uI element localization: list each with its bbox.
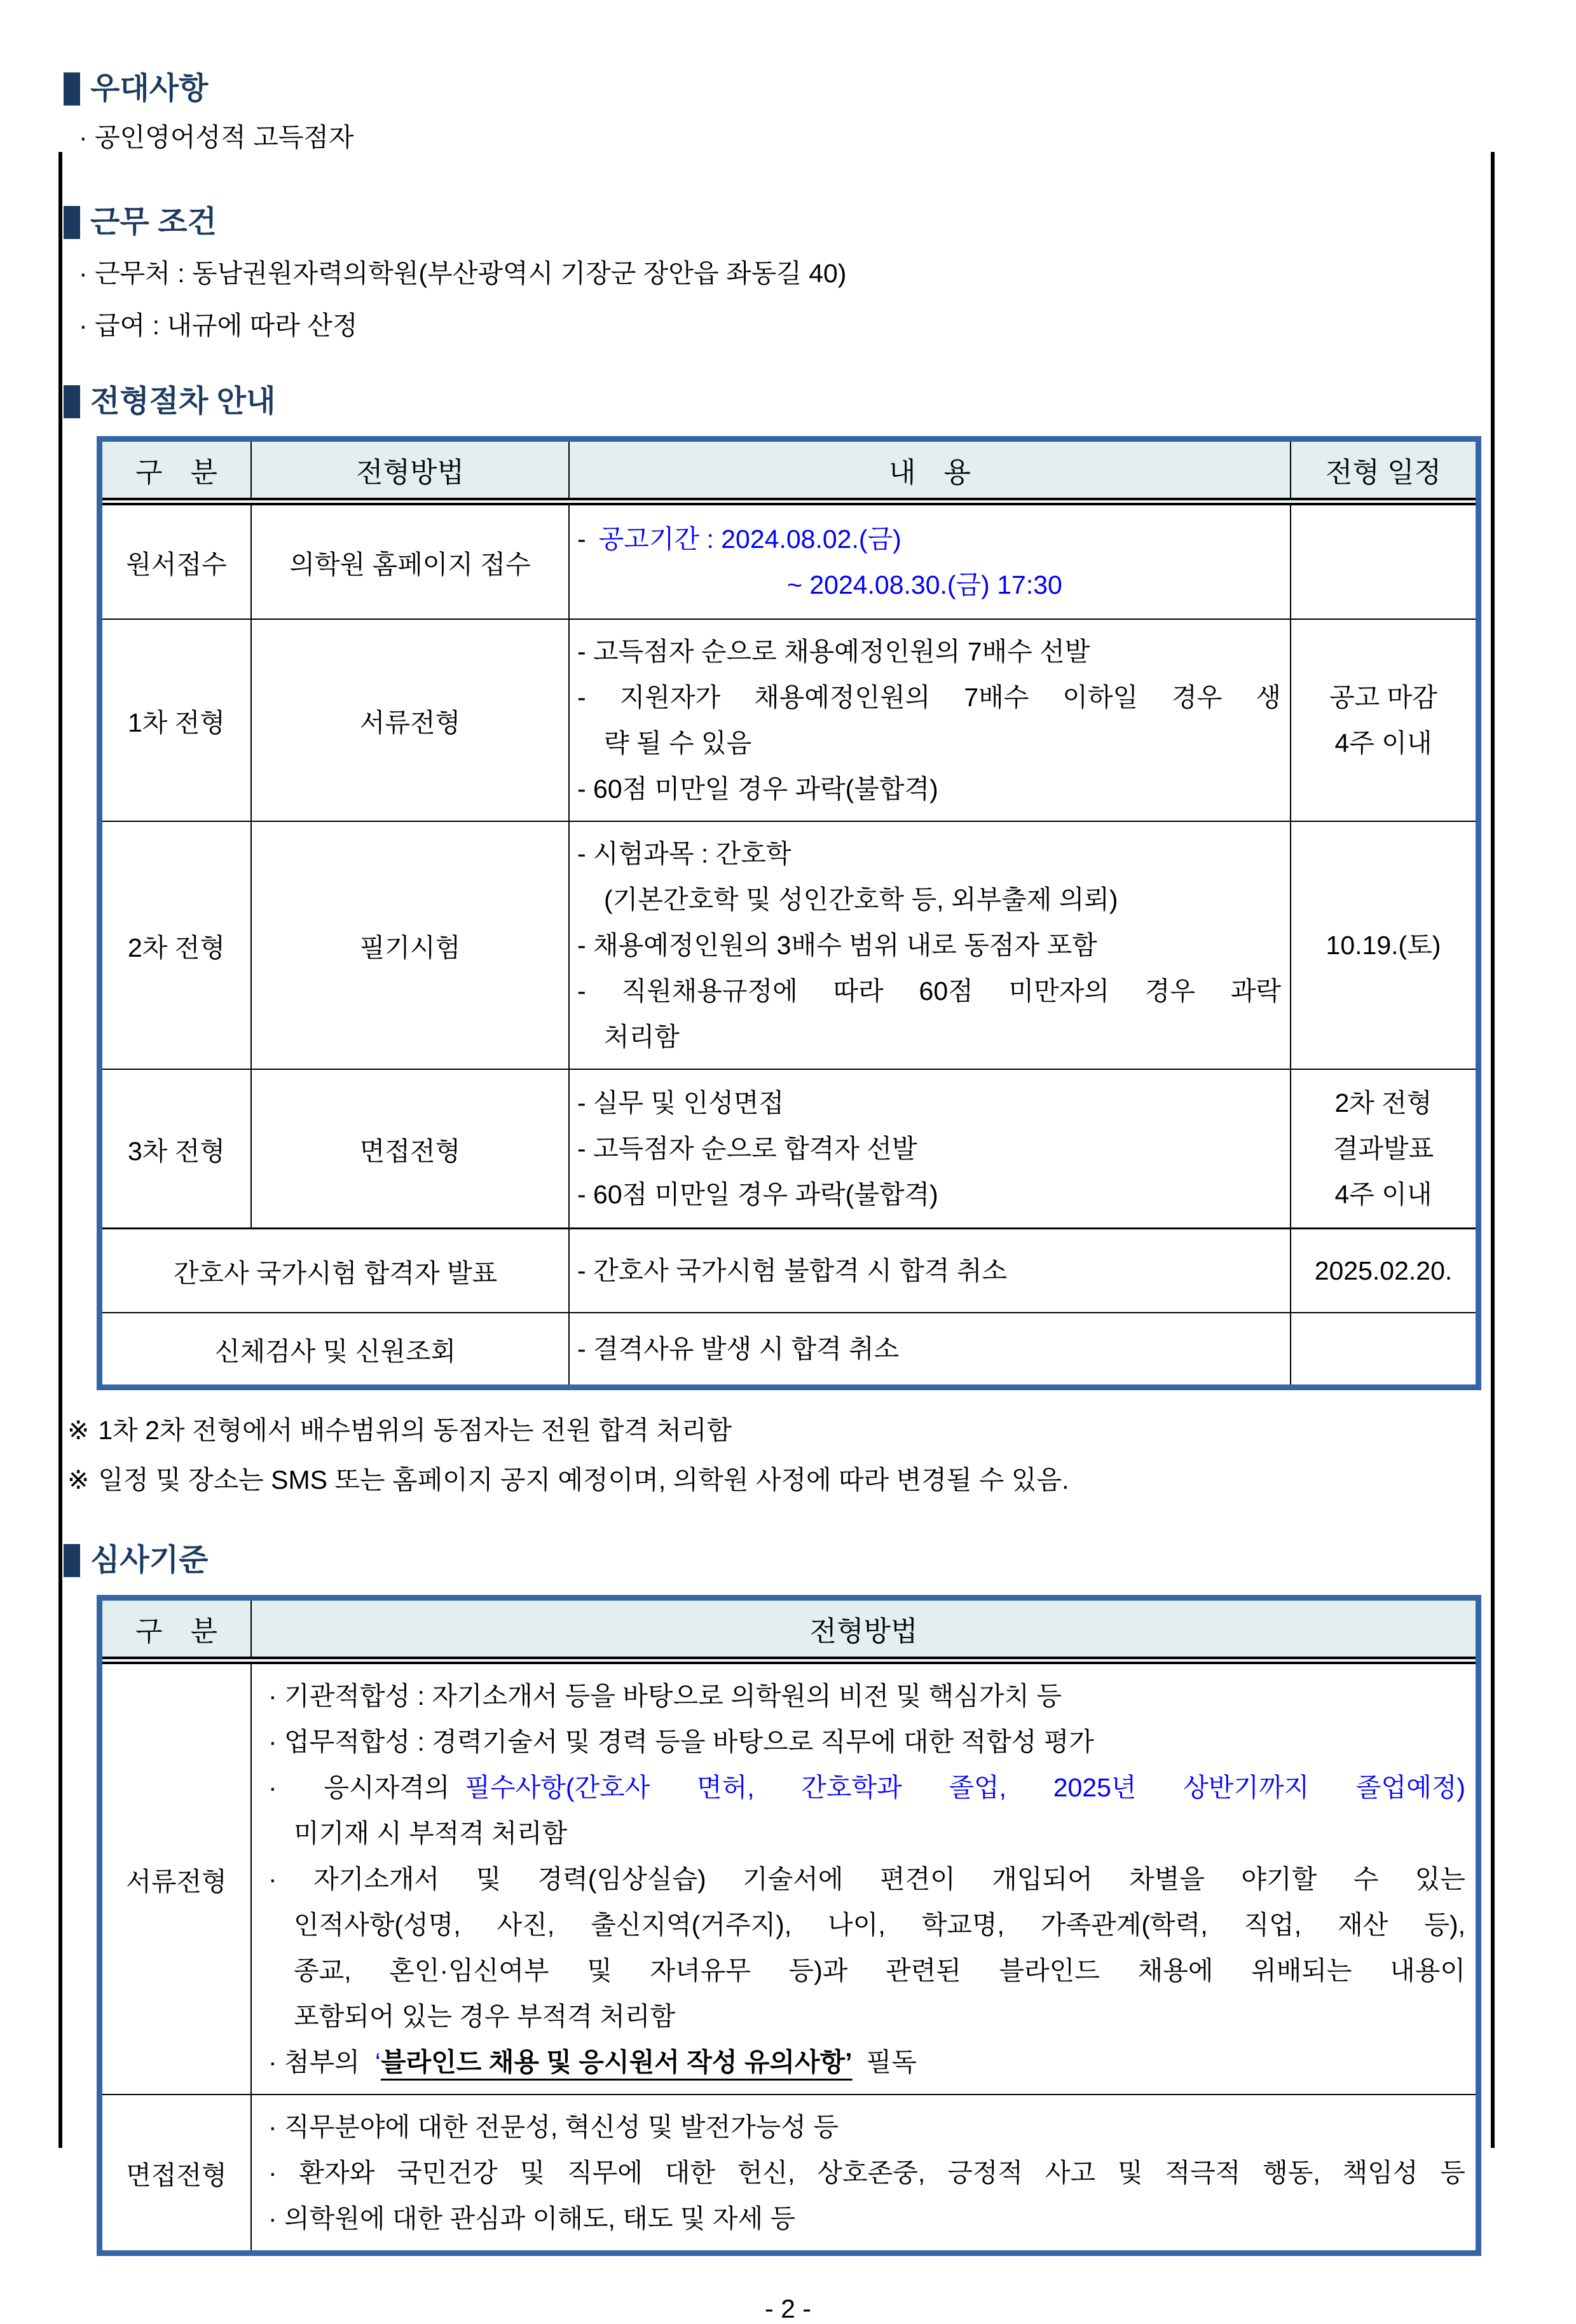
table-row-license-exam — [102, 1229, 1476, 1313]
content-line: (기본간호학 및 성인간호학 등, 외부출제 의뢰) — [604, 885, 1118, 914]
content-line: 인적사항(성명, 사진, 출신지역(거주지), 나이, 학교명, 가족관계(학력, 직업, 재산 등), — [294, 1910, 1465, 1939]
page-number: - 2 - — [765, 2294, 811, 2323]
content-line: - 시험과목 : 간호학 — [577, 839, 791, 868]
content-line: · 직무분야에 대한 전문성, 혁신성 및 발전가능성 등 — [268, 2112, 839, 2142]
schedule-cell — [1291, 502, 1476, 619]
note-line — [67, 1405, 1576, 1455]
header-method: 전형방법 — [251, 442, 569, 502]
content-line: - 채용예정인원의 3배수 범위 내로 동점자 포함 — [577, 931, 1097, 960]
content-line: - 간호사 국가시험 불합격 시 합격 취소 — [577, 1256, 1008, 1285]
page-right-rule — [1491, 152, 1495, 2148]
note-text: 일정 및 장소는 SMS 또는 홈페이지 공지 예정이며, 의학원 사정에 따라 변경될 수 있음. — [98, 1465, 1069, 1494]
content-line: 략 될 수 있음 — [604, 728, 752, 758]
header-method: 전형방법 — [251, 1601, 1476, 1660]
schedule-line: 4주 이내 — [1334, 1180, 1432, 1209]
content-cell — [569, 821, 1291, 1069]
note-marker: ※ — [67, 1465, 90, 1494]
schedule-cell — [1291, 619, 1476, 821]
header-stage: 구 분 — [102, 1601, 251, 1660]
content-line: 미기재 시 부적격 처리함 — [294, 1819, 568, 1848]
content-line: - 지원자가 채용예정인원의 7배수 이하일 경우 생 — [577, 683, 1281, 712]
note-marker: ※ — [67, 1416, 90, 1445]
table-row-first-round — [102, 619, 1476, 821]
requirement-prefix: · 응시자격의 — [268, 1773, 450, 1802]
dash-marker: - — [577, 524, 586, 554]
content-cell — [251, 2095, 1476, 2250]
schedule-line: 결과발표 — [1333, 1134, 1434, 1163]
document-page — [0, 71, 1576, 2323]
process-notes — [0, 1405, 1576, 1505]
content-cell — [569, 502, 1291, 619]
quote-mark: ‘ — [374, 2047, 381, 2077]
content-line — [268, 1765, 1465, 1810]
stage-cell: 2차 전형 — [102, 821, 251, 1069]
content-line: - 고득점자 순으로 합격자 선발 — [577, 1134, 917, 1163]
table-row-apply — [102, 502, 1476, 619]
content-line: - 60점 미만일 경우 과락(불합격) — [577, 1180, 938, 1209]
schedule-cell — [1291, 1069, 1476, 1229]
section-work-heading — [64, 205, 1576, 240]
content-cell — [251, 1660, 1476, 2095]
content-line: 종교, 혼인·임신여부 및 자녀유무 등)과 관련된 블라인드 채용에 위배되는 내용이 — [294, 1956, 1465, 1985]
note-text: 1차 2차 전형에서 배수범위의 동점자는 전원 합격 처리함 — [98, 1416, 732, 1445]
header-content: 내 용 — [569, 442, 1291, 502]
table-row-second-round — [102, 821, 1476, 1069]
method-cell: 의학원 홈페이지 접수 — [251, 502, 569, 619]
notice-period-start: 공고기간 : 2024.08.02.(금) — [598, 524, 901, 554]
schedule-line: 4주 이내 — [1334, 728, 1432, 758]
criteria-table — [97, 1595, 1481, 2256]
table-header-row — [102, 1601, 1476, 1660]
section-process-heading — [64, 384, 1576, 420]
content-line: 포함되어 있는 경우 부적격 처리함 — [294, 2002, 676, 2031]
content-line: - 고득점자 순으로 채용예정인원의 7배수 선발 — [577, 637, 1090, 666]
table-row-document-review — [102, 1660, 1476, 2095]
schedule-cell — [1291, 1229, 1476, 1313]
section-criteria-heading — [64, 1543, 1576, 1578]
section-marker-square — [64, 1544, 80, 1577]
method-cell: 서류전형 — [251, 619, 569, 821]
content-line: - 직원채용규정에 따라 60점 미만자의 경우 과락 — [577, 976, 1281, 1006]
header-stage: 구 분 — [102, 442, 251, 502]
content-line: · 자기소개서 및 경력(임상실습) 기술서에 편견이 개입되어 차별을 야기할 수 있는 — [268, 1864, 1465, 1894]
content-line: - 실무 및 인성면접 — [577, 1088, 785, 1118]
work-item-workplace: · 근무처 : 동남권원자력의학원(부산광역시 기장군 장안읍 좌동길 40) — [79, 259, 847, 288]
content-line: - 60점 미만일 경우 과락(불합격) — [577, 774, 938, 803]
table-row-third-round — [102, 1069, 1476, 1229]
section-preferred-heading — [64, 71, 1576, 107]
stage-cell-merged: 간호사 국가시험 합격자 발표 — [102, 1229, 569, 1313]
content-cell — [569, 1313, 1291, 1384]
table-header-row — [102, 442, 1476, 502]
preferred-item: · 공인영어성적 고득점자 — [79, 123, 354, 152]
attachment-notice-title: 블라인드 채용 및 응시원서 작성 유의사항’ — [380, 2047, 853, 2077]
attachment-suffix: 필독 — [866, 2047, 917, 2077]
stage-cell: 원서접수 — [102, 502, 251, 619]
content-line: · 환자와 국민건강 및 직무에 대한 헌신, 상호존중, 긍정적 사고 및 적극적 행동, 책임성 등 — [268, 2158, 1465, 2187]
stage-cell: 서류전형 — [102, 1660, 251, 2095]
content-line — [577, 516, 1281, 562]
schedule-cell — [1291, 821, 1476, 1069]
content-line: - 결격사유 발생 시 합격 취소 — [577, 1334, 900, 1364]
content-line: 처리함 — [604, 1022, 680, 1051]
schedule-line: 10.19.(토) — [1326, 931, 1441, 960]
section-title: 전형절차 안내 — [90, 385, 276, 418]
section-title: 심사기준 — [90, 1543, 209, 1577]
section-marker-square — [64, 206, 80, 239]
process-table — [97, 436, 1481, 1390]
note-line — [67, 1455, 1576, 1505]
header-schedule: 전형 일정 — [1291, 442, 1476, 502]
attachment-prefix: · 첨부의 — [268, 2047, 360, 2077]
content-line: · 기관적합성 : 자기소개서 등을 바탕으로 의학원의 비전 및 핵심가치 등 — [268, 1681, 1062, 1711]
notice-period-end: ~ 2024.08.30.(금) 17:30 — [787, 570, 1062, 599]
work-item-salary: · 급여 : 내규에 따라 산정 — [79, 311, 358, 340]
content-line: · 의학원에 대한 관심과 이해도, 태도 및 자세 등 — [268, 2204, 796, 2233]
section-marker-square — [64, 72, 80, 106]
stage-cell: 3차 전형 — [102, 1069, 251, 1229]
content-cell — [569, 1229, 1291, 1313]
content-cell — [569, 619, 1291, 821]
content-line — [577, 562, 1281, 608]
stage-cell: 1차 전형 — [102, 619, 251, 821]
content-line — [268, 2039, 1465, 2085]
stage-cell-merged: 신체검사 및 신원조회 — [102, 1313, 569, 1384]
method-cell: 필기시험 — [251, 821, 569, 1069]
requirement-highlight: 필수사항(간호사 면허, 간호학과 졸업, 2025년 상반기까지 졸업예정) — [465, 1773, 1466, 1802]
table-row-interview — [102, 2095, 1476, 2250]
stage-cell: 면접전형 — [102, 2095, 251, 2250]
content-line: · 업무적합성 : 경력기술서 및 경력 등을 바탕으로 직무에 대한 적합성 평가 — [268, 1727, 1094, 1756]
schedule-line: 2차 전형 — [1334, 1088, 1432, 1118]
section-title: 우대사항 — [90, 72, 209, 106]
page-left-rule — [58, 152, 62, 2148]
content-cell — [569, 1069, 1291, 1229]
table-row-physical-check — [102, 1313, 1476, 1384]
schedule-line: 공고 마감 — [1329, 683, 1437, 712]
method-cell: 면접전형 — [251, 1069, 569, 1229]
schedule-line: 2025.02.20. — [1314, 1256, 1453, 1285]
section-title: 근무 조건 — [90, 205, 217, 239]
schedule-cell — [1291, 1313, 1476, 1384]
section-marker-square — [64, 385, 80, 418]
